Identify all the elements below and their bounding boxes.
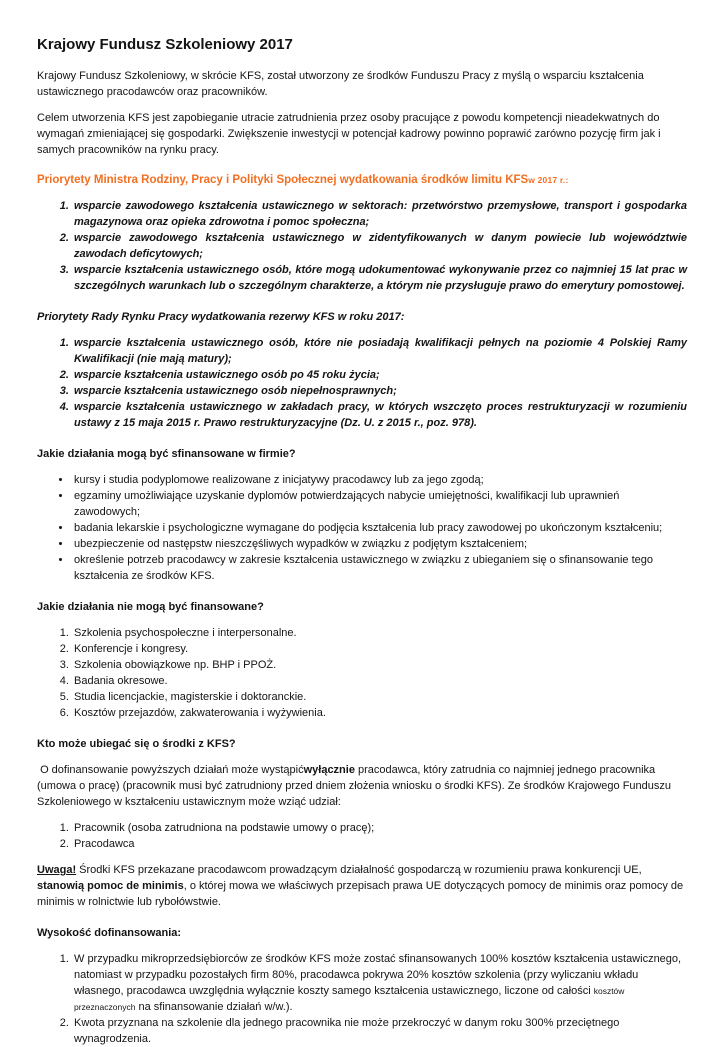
list-item: 3. wsparcie kształcenia ustawicznego osób niepełnosprawnych; bbox=[72, 383, 687, 399]
priorities-council-heading: Priorytety Rady Rynku Pracy wydatkowania rezerwy KFS w roku 2017: bbox=[37, 311, 405, 323]
list-item: 2. Konferencje i kongresy. bbox=[72, 641, 687, 657]
notice-label: Uwaga! bbox=[37, 864, 77, 876]
list-item bbox=[72, 951, 687, 1015]
list-item: 1. wsparcie zawodowego kształcenia ustawicznego w sektorach: przetwórstwo przemysłowe, transport i gospodarka magazynowa oraz opieka zdrowotna i pomoc społeczna; bbox=[72, 198, 687, 230]
funding-item1-post: na sfinansowanie działań w/w.). bbox=[135, 1001, 293, 1013]
who-can-apply-text-pre: O dofinansowanie powyższych działań może wystąpić bbox=[37, 764, 304, 776]
not-financable-list bbox=[37, 625, 687, 721]
list-item: 2. Pracodawca bbox=[72, 836, 687, 852]
list-item: 2. Kwota przyznana na szkolenie dla jednego pracownika nie może przekroczyć w danym roku 300% przeciętnego wynagrodzenia. bbox=[72, 1015, 687, 1047]
list-item: 3. Szkolenia obowiązkowe np. BHP i PPOŻ. bbox=[72, 657, 687, 673]
list-item: 1. Szkolenia psychospołeczne i interpersonalne. bbox=[72, 625, 687, 641]
list-item: 2. wsparcie zawodowego kształcenia ustawicznego w zidentyfikowanych w danym powiecie lub województwie zawodach deficytowych; bbox=[72, 230, 687, 262]
list-item: 2. wsparcie kształcenia ustawicznego osób po 45 roku życia; bbox=[72, 367, 687, 383]
financable-heading: Jakie działania mogą być sfinansowane w firmie? bbox=[37, 448, 296, 460]
who-can-apply-list bbox=[37, 820, 687, 852]
list-item: • ubezpieczenie od następstw nieszczęśliwych wypadków w związku z podjętym kształceniem; bbox=[72, 536, 687, 552]
list-item: 5. Studia licencjackie, magisterskie i doktoranckie. bbox=[72, 689, 687, 705]
priorities-minister-heading bbox=[37, 172, 687, 188]
funding-heading: Wysokość dofinansowania: bbox=[37, 927, 182, 939]
list-item: 4. wsparcie kształcenia ustawicznego w zakładach pracy, w których wszczęto proces restrukturyzacji w rozumieniu ustawy z 15 maja 2015 r. Prawo restrukturyzacyjne (Dz. U. z 2015 r., poz. 978). bbox=[72, 399, 687, 431]
priorities-minister-heading-suffix: w 2017 r.: bbox=[528, 175, 569, 185]
list-item: 4. Badania okresowe. bbox=[72, 673, 687, 689]
list-item: 3. wsparcie kształcenia ustawicznego osób, które mogą udokumentować wykonywanie przez co najmniej 15 lat prac w szczególnych warunkach lub o szczególnym charakterze, a którym nie przysługuje prawo do emerytury pomostowej. bbox=[72, 262, 687, 294]
page-title: Krajowy Fundusz Szkoleniowy 2017 bbox=[37, 36, 293, 53]
financable-list bbox=[37, 472, 687, 584]
list-item: 1. Pracownik (osoba zatrudniona na podstawie umowy o pracę); bbox=[72, 820, 687, 836]
list-item: 6. Kosztów przejazdów, zakwaterowania i wyżywienia. bbox=[72, 705, 687, 721]
list-item: • egzaminy umożliwiające uzyskanie dyplomów potwierdzających nabycie umiejętności, kwalifikacji lub uprawnień zawodowych; bbox=[72, 488, 687, 520]
list-item: • kursy i studia podyplomowe realizowane z inicjatywy pracodawcy lub za jego zgodą; bbox=[72, 472, 687, 488]
notice-text-pre: Środki KFS przekazane pracodawcom prowadzącym działalność gospodarczą w rozumieniu prawa konkurencji UE, bbox=[76, 864, 642, 876]
notice-paragraph bbox=[37, 862, 687, 910]
intro-paragraph-1: Krajowy Fundusz Szkoleniowy, w skrócie KFS, został utworzony ze środków Funduszu Pracy z myślą o wsparciu kształcenia ustawicznego pracodawców oraz pracowników. bbox=[37, 70, 644, 98]
funding-list bbox=[37, 951, 687, 1047]
not-financable-heading: Jakie działania nie mogą być finansowane? bbox=[37, 601, 264, 613]
notice-text-post: , o której mowa we właściwych przepisach prawa UE dotyczących pomocy de minimis oraz pomocy de minimis w rolnictwie lub rybołówstwie. bbox=[37, 880, 684, 908]
priorities-minister-list bbox=[37, 198, 687, 294]
who-can-apply-text-emphasis: wyłącznie bbox=[303, 764, 355, 776]
funding-item1-smalltext: kosztów przeznaczonych bbox=[74, 986, 625, 1012]
priorities-minister-heading-main: Priorytety Ministra Rodziny, Pracy i Polityki Społecznej wydatkowania środków limitu KFS bbox=[37, 174, 529, 186]
funding-item1-pre: W przypadku mikroprzedsiębiorców ze środków KFS może zostać sfinansowanych 100% kosztów kształcenia ustawicznego, natomiast w przypadku pozostałych firm 80%, pracodawca pokrywa 20% kosztów szkolenia (przy wyliczaniu wkładu własnego, pracodawca uwzględnia wyłącznie koszty samego kształcenia ustawicznego, liczone od całości bbox=[74, 953, 682, 997]
who-can-apply-heading: Kto może ubiegać się o środki z KFS? bbox=[37, 738, 236, 750]
who-can-apply-text-post: pracodawca, który zatrudnia co najmniej jednego pracownika (umowa o pracę) (pracownik musi być zatrudniony przed dniem złożenia wniosku o środki KFS). Ze środków Krajowego Funduszu Szkoleniowego w kształceniu ustawicznym może wziąć udział: bbox=[37, 764, 671, 808]
who-can-apply-paragraph bbox=[37, 762, 687, 810]
priorities-council-list bbox=[37, 335, 687, 431]
intro-paragraph-2: Celem utworzenia KFS jest zapobieganie utracie zatrudnienia przez osoby pracujące z powodu kompetencji nieadekwatnych do wymagań zmieniającej się gospodarki. Zwiększenie inwestycji w potencjał kadrowy powinno poprawić zarówno pozycję firm jak i samych pracowników na rynku pracy. bbox=[37, 112, 661, 156]
list-item: • badania lekarskie i psychologiczne wymagane do podjęcia kształcenia lub pracy zawodowej po ukończonym kształceniu; bbox=[72, 520, 687, 536]
list-item: • określenie potrzeb pracodawcy w zakresie kształcenia ustawicznego w związku z ubieganiem się o sfinansowanie tego kształcenia ze środków KFS. bbox=[72, 552, 687, 584]
list-item: 1. wsparcie kształcenia ustawicznego osób, które nie posiadają kwalifikacji pełnych na poziomie 4 Polskiej Ramy Kwalifikacji (nie mają matury); bbox=[72, 335, 687, 367]
notice-text-bold: stanowią pomoc de minimis bbox=[37, 880, 184, 892]
